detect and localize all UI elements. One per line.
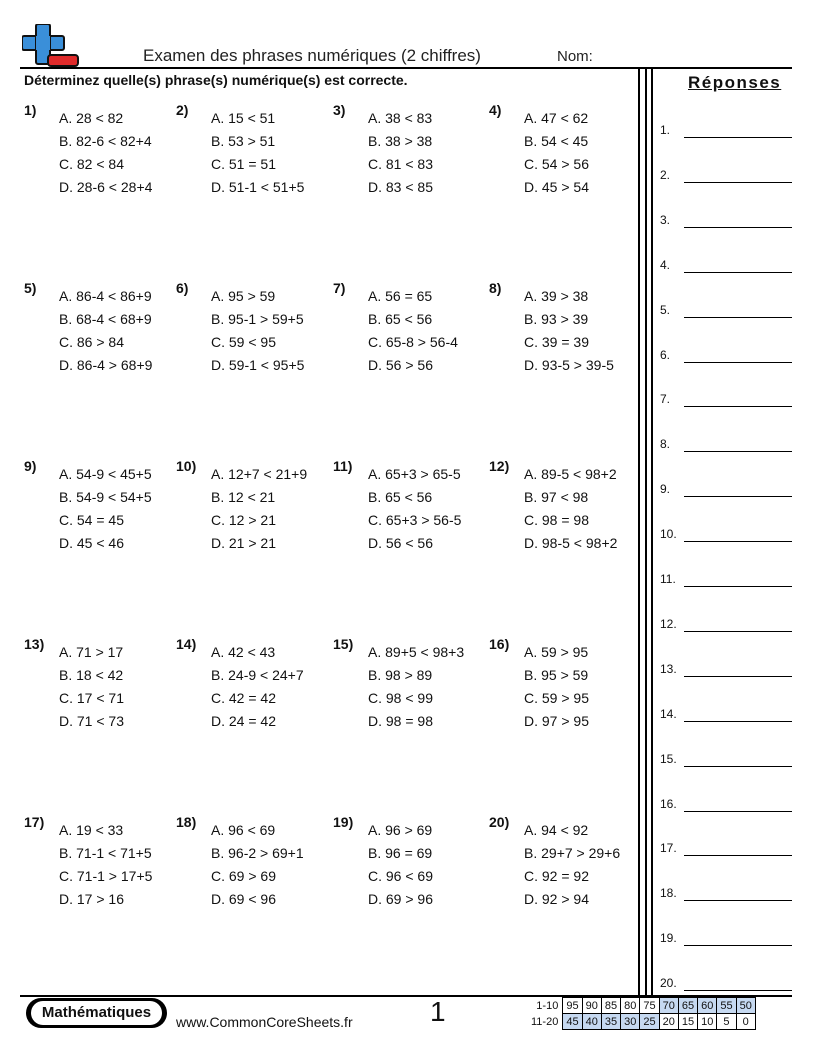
answer-number: 8. [660,437,671,452]
problem-option: A. 42 < 43 [211,644,276,660]
problem-option: C. 42 = 42 [211,690,276,706]
problem-option: B. 29+7 > 29+6 [524,845,621,861]
problem-option: C. 59 > 95 [524,690,589,706]
answer-line[interactable] [684,945,792,946]
page-number: 1 [430,996,446,1027]
problem-option: D. 93-5 > 39-5 [524,357,614,373]
problem-option: D. 59-1 < 95+5 [211,357,305,373]
problem-option: B. 68-4 < 68+9 [59,311,152,327]
problem-number: 9) [24,458,37,474]
score-row [528,1014,755,1030]
problem-option: D. 28-6 < 28+4 [59,179,153,195]
answer-line[interactable] [684,900,792,901]
problem-number: 18) [176,814,197,830]
subject-badge-label: Mathématiques [31,1001,162,1025]
problem-number: 3) [333,102,346,118]
problem-option: C. 82 < 84 [59,156,124,172]
problem-option: A. 94 < 92 [524,822,589,838]
subject-badge [26,998,167,1028]
answer-field[interactable] [660,348,794,364]
problem-option: D. 24 = 42 [211,713,276,729]
problem-option: A. 65+3 > 65-5 [368,466,461,482]
score-cell: 20 [659,1014,678,1030]
answer-number: 13. [660,661,677,676]
answer-line[interactable] [684,227,792,228]
problem-option: D. 69 < 96 [211,891,276,907]
score-cell: 35 [601,1014,620,1030]
answer-field[interactable] [660,258,794,274]
problem-option: C. 81 < 83 [368,156,433,172]
problem-number: 11) [333,458,353,474]
problem-option: B. 24-9 < 24+7 [211,667,304,683]
answer-number: 7. [660,392,671,407]
problem-number: 16) [489,636,510,652]
column-divider [638,68,640,996]
answer-field[interactable] [660,886,794,902]
problem-option: B. 54-9 < 54+5 [59,489,152,505]
answer-line[interactable] [684,182,792,183]
answer-field[interactable] [660,482,794,498]
problem-number: 13) [24,636,45,652]
score-cell: 15 [678,1014,697,1030]
problem-option: D. 86-4 > 68+9 [59,357,153,373]
website-link[interactable]: www.CommonCoreSheets.fr [176,1014,353,1030]
problem-option: D. 56 < 56 [368,535,433,551]
score-cell: 95 [563,998,582,1014]
problem-option: A. 96 < 69 [211,822,276,838]
answer-field[interactable] [660,437,794,453]
problem-option: C. 65+3 > 56-5 [368,512,462,528]
answer-line[interactable] [684,586,792,587]
problem-number: 10) [176,458,197,474]
problem-option: A. 59 > 95 [524,644,589,660]
problem-option: B. 96-2 > 69+1 [211,845,304,861]
score-cell: 70 [659,998,678,1014]
answer-field[interactable] [660,572,794,588]
problem-option: D. 51-1 < 51+5 [211,179,305,195]
score-cell: 90 [582,998,601,1014]
problem-option: C. 17 < 71 [59,690,124,706]
answer-line[interactable] [684,451,792,452]
problem-option: C. 51 = 51 [211,156,276,172]
answer-field[interactable] [660,752,794,768]
problem-option: A. 54-9 < 45+5 [59,466,152,482]
problem-number: 19) [333,814,354,830]
answer-line[interactable] [684,541,792,542]
problem-option: B. 71-1 < 71+5 [59,845,152,861]
answer-number: 4. [660,257,671,272]
problem-option: C. 54 = 45 [59,512,124,528]
problem-option: C. 86 > 84 [59,334,124,350]
score-cell: 50 [736,998,755,1014]
problem-option: A. 38 < 83 [368,110,433,126]
problem-option: C. 96 < 69 [368,868,433,884]
answer-field[interactable] [660,392,794,408]
score-row-label: 1-10 [536,999,559,1012]
answer-field[interactable] [660,123,794,139]
problem-number: 6) [176,280,189,296]
answer-line[interactable] [684,317,792,318]
answers-title: Réponses [688,73,782,92]
answer-field[interactable] [660,527,794,543]
problem-option: C. 54 > 56 [524,156,589,172]
problem-option: C. 69 > 69 [211,868,276,884]
problem-number: 4) [489,102,502,118]
answer-number: 10. [660,527,677,542]
problem-option: A. 56 = 65 [368,288,433,304]
problem-option: A. 15 < 51 [211,110,276,126]
problem-option: B. 97 < 98 [524,489,589,505]
problem-option: D. 98 = 98 [368,713,433,729]
answer-line[interactable] [684,406,792,407]
answer-field[interactable] [660,841,794,857]
column-divider [645,68,647,996]
problem-option: D. 71 < 73 [59,713,124,729]
problem-option: B. 65 < 56 [368,489,433,505]
problem-option: C. 65-8 > 56-4 [368,334,458,350]
answer-number: 5. [660,302,671,317]
answer-line[interactable] [684,362,792,363]
score-cell: 10 [698,1014,717,1030]
answer-field[interactable] [660,303,794,319]
answer-field[interactable] [660,976,794,992]
problem-option: A. 95 > 59 [211,288,276,304]
answer-line[interactable] [684,721,792,722]
problem-option: B. 18 < 42 [59,667,124,683]
problem-number: 20) [489,814,510,830]
answer-field[interactable] [660,662,794,678]
score-row [528,998,755,1014]
answer-field[interactable] [660,931,794,947]
problem-option: A. 89-5 < 98+2 [524,466,617,482]
problem-option: D. 17 > 16 [59,891,124,907]
answer-number: 6. [660,347,671,362]
answer-number: 14. [660,706,677,721]
problem-option: A. 96 > 69 [368,822,433,838]
answer-line[interactable] [684,990,792,991]
problem-option: A. 39 > 38 [524,288,589,304]
problem-option: A. 12+7 < 21+9 [211,466,308,482]
problem-option: B. 95 > 59 [524,667,589,683]
answer-line[interactable] [684,676,792,677]
answer-line[interactable] [684,496,792,497]
column-divider [651,68,653,996]
score-cell: 25 [640,1014,659,1030]
problem-option: D. 21 > 21 [211,535,276,551]
problem-option: C. 39 = 39 [524,334,589,350]
answer-number: 9. [660,482,671,497]
problem-option: D. 98-5 < 98+2 [524,535,618,551]
score-cell: 40 [582,1014,601,1030]
logo-plus-minus-icon [22,24,80,68]
problem-number: 7) [333,280,346,296]
problem-option: A. 47 < 62 [524,110,589,126]
problem-number: 17) [24,814,45,830]
name-label: Nom: [557,48,593,65]
problem-option: B. 93 > 39 [524,311,589,327]
answer-number: 18. [660,886,677,901]
score-cell: 45 [563,1014,582,1030]
problem-option: C. 98 = 98 [524,512,589,528]
score-cell: 0 [736,1014,755,1030]
problem-option: C. 71-1 > 17+5 [59,868,153,884]
score-cell: 80 [621,998,640,1014]
score-cell: 75 [640,998,659,1014]
page-title: Examen des phrases numériques (2 chiffres) [143,46,481,65]
score-cell: 65 [678,998,697,1014]
problem-option: B. 82-6 < 82+4 [59,133,152,149]
problem-number: 14) [176,636,197,652]
problem-option: D. 69 > 96 [368,891,433,907]
answer-number: 16. [660,796,677,811]
answer-field[interactable] [660,707,794,723]
problem-number: 1) [24,102,37,118]
answer-line[interactable] [684,631,792,632]
problem-option: A. 86-4 < 86+9 [59,288,152,304]
score-row-label: 11-20 [531,1015,559,1028]
answer-number: 15. [660,751,677,766]
answer-field[interactable] [660,797,794,813]
answer-number: 20. [660,976,677,991]
answer-number: 3. [660,212,671,227]
problem-option: B. 65 < 56 [368,311,433,327]
answer-field[interactable] [660,617,794,633]
problem-option: B. 38 > 38 [368,133,433,149]
problem-option: B. 54 < 45 [524,133,589,149]
answer-line[interactable] [684,811,792,812]
score-cell: 85 [601,998,620,1014]
problem-option: A. 28 < 82 [59,110,124,126]
answer-number: 17. [660,841,677,856]
problem-option: D. 83 < 85 [368,179,433,195]
header-divider [20,67,792,69]
problem-option: D. 56 > 56 [368,357,433,373]
answer-number: 12. [660,616,677,631]
answer-number: 11. [660,572,676,586]
problem-number: 8) [489,280,502,296]
problem-option: D. 97 > 95 [524,713,589,729]
score-cell: 60 [698,998,717,1014]
answer-number: 2. [660,167,671,182]
score-cell: 5 [717,1014,736,1030]
problem-option: D. 45 > 54 [524,179,589,195]
problem-option: C. 98 < 99 [368,690,433,706]
answer-number: 1. [660,123,671,137]
answer-line[interactable] [684,272,792,273]
score-cell: 30 [621,1014,640,1030]
problem-number: 12) [489,458,510,474]
answer-line[interactable] [684,137,792,138]
problem-number: 2) [176,102,189,118]
problem-option: D. 92 > 94 [524,891,589,907]
problem-option: B. 96 = 69 [368,845,433,861]
answer-field[interactable] [660,168,794,184]
answer-line[interactable] [684,855,792,856]
score-cell: 55 [717,998,736,1014]
problem-number: 15) [333,636,354,652]
problem-option: B. 95-1 > 59+5 [211,311,304,327]
problem-option: B. 98 > 89 [368,667,433,683]
answer-number: 19. [660,931,677,946]
score-table [528,997,756,1030]
problem-option: C. 92 = 92 [524,868,589,884]
problem-option: C. 59 < 95 [211,334,276,350]
problem-option: C. 12 > 21 [211,512,276,528]
problem-number: 5) [24,280,37,296]
answer-field[interactable] [660,213,794,229]
answer-line[interactable] [684,766,792,767]
instructions: Déterminez quelle(s) phrase(s) numérique(s) est correcte. [24,72,408,88]
problem-option: B. 53 > 51 [211,133,276,149]
problem-option: A. 71 > 17 [59,644,124,660]
problem-option: A. 19 < 33 [59,822,124,838]
problem-option: D. 45 < 46 [59,535,124,551]
problem-option: B. 12 < 21 [211,489,276,505]
problem-option: A. 89+5 < 98+3 [368,644,465,660]
